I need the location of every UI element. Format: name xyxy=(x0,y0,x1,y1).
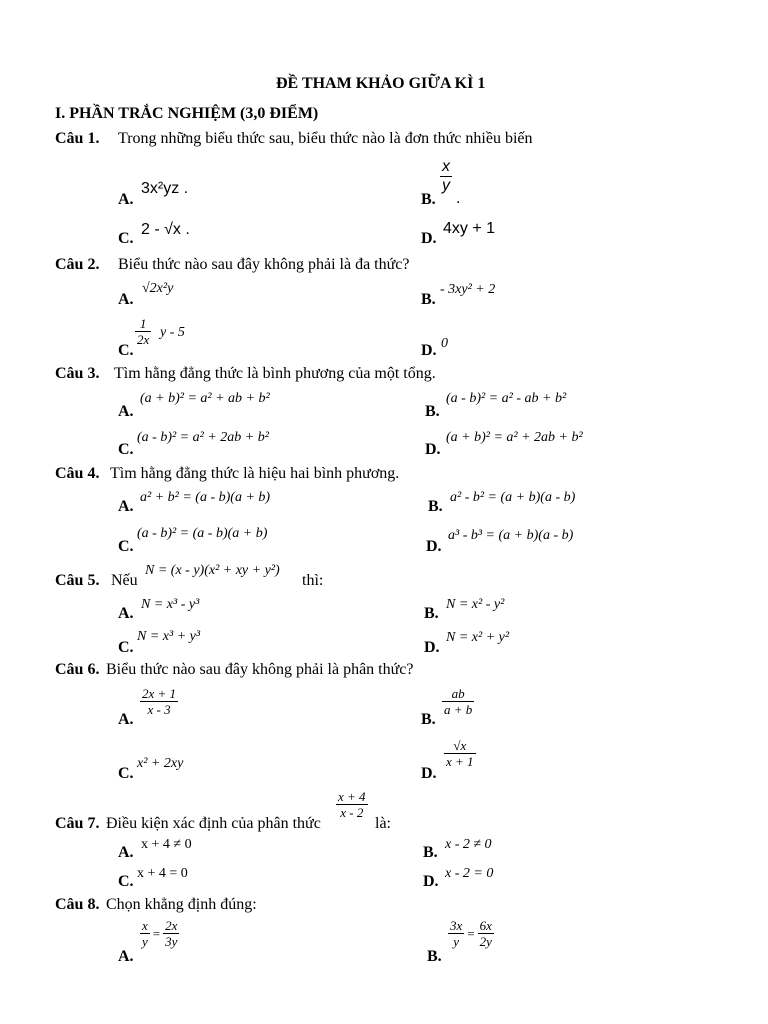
q2-b-label: B. xyxy=(421,291,436,308)
q7-c-formula: x + 4 = 0 xyxy=(137,866,188,881)
q6-a-label: A. xyxy=(118,711,134,728)
q7-num: x + 4 xyxy=(338,789,366,804)
q5-text-before: Nếu xyxy=(111,572,138,589)
q7-label: Câu 7. xyxy=(55,815,100,832)
q4-c-label: C. xyxy=(118,538,134,555)
q5-b-formula: N = x² - y² xyxy=(446,597,505,612)
q7-b-label: B. xyxy=(423,844,438,861)
q5-b-label: B. xyxy=(424,605,439,622)
q8-b-eq: = xyxy=(467,925,475,941)
q8-b-right-den: 2y xyxy=(479,934,492,949)
q4-d-formula: a³ - b³ = (a + b)(a - b) xyxy=(448,528,574,543)
q7-fraction xyxy=(336,789,368,820)
page-title: ĐỀ THAM KHẢO GIỮA KÌ 1 xyxy=(276,75,486,92)
q5-a-label: A. xyxy=(118,605,134,622)
q7-text-before: Điều kiện xác định của phân thức xyxy=(106,815,321,832)
q3-d-formula: (a + b)² = a² + 2ab + b² xyxy=(446,430,583,445)
q8-a-eq: = xyxy=(152,925,161,941)
q2-c-num: 1 xyxy=(139,316,147,331)
q5-c-formula: N = x³ + y³ xyxy=(137,629,201,644)
q6-d-den: x + 1 xyxy=(446,754,474,769)
q6-b-num: ab xyxy=(451,686,465,701)
q7-a-formula: x + 4 ≠ 0 xyxy=(141,837,192,852)
q6-a-num: 2x + 1 xyxy=(142,686,177,701)
q7-a-label: A. xyxy=(118,844,134,861)
q5-d-label: D. xyxy=(424,639,440,656)
q8-text: Chọn khẳng định đúng: xyxy=(106,896,257,913)
q2-d-formula: 0 xyxy=(441,336,448,351)
q7-c-label: C. xyxy=(118,873,134,890)
q2-a-formula: √2x²y xyxy=(142,281,174,296)
q4-b-formula: a² - b² = (a + b)(a - b) xyxy=(450,490,576,505)
q3-a-label: A. xyxy=(118,403,134,420)
q4-c-formula: (a - b)² = (a - b)(a + b) xyxy=(137,526,268,541)
q4-d-label: D. xyxy=(426,538,442,555)
q1-a-label: A. xyxy=(118,191,134,208)
q8-a-formula xyxy=(140,918,179,949)
q1-b-fraction xyxy=(440,158,452,195)
q3-label: Câu 3. xyxy=(55,365,100,382)
q1-text: Trong những biểu thức sau, biểu thức nào là đơn thức nhiều biến xyxy=(118,130,533,147)
q8-b-left xyxy=(448,918,464,949)
q2-a-label: A. xyxy=(118,291,134,308)
q4-a-formula: a² + b² = (a - b)(a + b) xyxy=(140,490,271,505)
q2-c-label: C. xyxy=(118,342,134,359)
q1-b-label: B. xyxy=(421,191,436,208)
q1-a-formula: 3x²yz . xyxy=(141,180,189,197)
q8-a-label: A. xyxy=(118,948,134,965)
q8-a-right-num: 2x xyxy=(165,918,178,933)
q1-c-formula: 2 - √x . xyxy=(141,221,190,238)
q1-b-tail: . xyxy=(456,190,461,207)
q3-b-label: B. xyxy=(425,403,440,420)
q5-d-formula: N = x² + y² xyxy=(446,630,510,645)
q1-c-label: C. xyxy=(118,230,134,247)
q8-b-left-den: y xyxy=(453,934,460,949)
q3-b-formula: (a - b)² = a² - ab + b² xyxy=(446,391,567,406)
q2-c-tail: y - 5 xyxy=(160,325,185,340)
q5-text-after: thì: xyxy=(302,572,324,589)
q3-d-label: D. xyxy=(425,441,441,458)
q6-c-formula: x² + 2xy xyxy=(137,756,184,771)
q2-text: Biểu thức nào sau đây không phải là đa thức? xyxy=(118,256,410,273)
q3-c-label: C. xyxy=(118,441,134,458)
q4-b-label: B. xyxy=(428,498,443,515)
q8-a-right-den: 3y xyxy=(165,934,178,949)
q8-a-left-den: y xyxy=(142,934,148,949)
q3-c-formula: (a - b)² = a² + 2ab + b² xyxy=(137,430,269,445)
q8-b-right-num: 6x xyxy=(479,918,492,933)
q4-a-label: A. xyxy=(118,498,134,515)
q6-b-label: B. xyxy=(421,711,436,728)
q6-d-num: √x xyxy=(453,738,467,753)
q6-c-label: C. xyxy=(118,765,134,782)
q8-a-left-num: x xyxy=(142,918,148,933)
q8-b-label: B. xyxy=(427,948,442,965)
q4-label: Câu 4. xyxy=(55,465,100,482)
q5-a-formula: N = x³ - y³ xyxy=(141,597,200,612)
q1-d-label: D. xyxy=(421,230,437,247)
q8-a-right xyxy=(163,918,179,949)
q7-b-formula: x - 2 ≠ 0 xyxy=(445,837,492,852)
q7-d-formula: x - 2 = 0 xyxy=(445,866,494,881)
q8-label: Câu 8. xyxy=(55,896,100,913)
q5-c-label: C. xyxy=(118,639,134,656)
q8-b-formula xyxy=(448,918,494,949)
q2-c-fraction xyxy=(135,316,151,347)
q2-c-den: 2x xyxy=(137,332,150,347)
q2-b-formula: - 3xy² + 2 xyxy=(440,282,496,297)
q6-text: Biểu thức nào sau đây không phải là phân thức? xyxy=(106,661,414,678)
q2-label: Câu 2. xyxy=(55,256,100,273)
q7-text-after: là: xyxy=(375,815,391,832)
q1-b-den: y xyxy=(442,177,450,194)
section-heading: I. PHẦN TRẮC NGHIỆM (3,0 ĐIỂM) xyxy=(55,105,319,122)
q6-b-fraction xyxy=(442,686,474,717)
q6-a-den: x - 3 xyxy=(147,702,171,717)
q3-text: Tìm hằng đẳng thức là bình phương của một tổng. xyxy=(114,365,436,382)
q1-d-formula: 4xy + 1 xyxy=(443,220,496,237)
q5-formula: N = (x - y)(x² + xy + y²) xyxy=(145,563,280,578)
q6-d-label: D. xyxy=(421,765,437,782)
q1-b-num: x xyxy=(442,158,450,175)
q5-label: Câu 5. xyxy=(55,572,100,589)
q2-d-label: D. xyxy=(421,342,437,359)
q7-d-label: D. xyxy=(423,873,439,890)
q6-b-den: a + b xyxy=(444,702,473,717)
q6-a-fraction xyxy=(140,686,178,717)
q8-a-left xyxy=(140,918,150,949)
q8-b-left-num: 3x xyxy=(450,918,463,933)
q6-d-fraction xyxy=(444,738,476,769)
q4-text: Tìm hằng đẳng thức là hiệu hai bình phương. xyxy=(110,465,400,482)
q1-label: Câu 1. xyxy=(55,130,100,147)
q8-b-right xyxy=(478,918,494,949)
q6-label: Câu 6. xyxy=(55,661,100,678)
q7-den: x - 2 xyxy=(340,805,364,820)
q3-a-formula: (a + b)² = a² + ab + b² xyxy=(140,391,270,406)
